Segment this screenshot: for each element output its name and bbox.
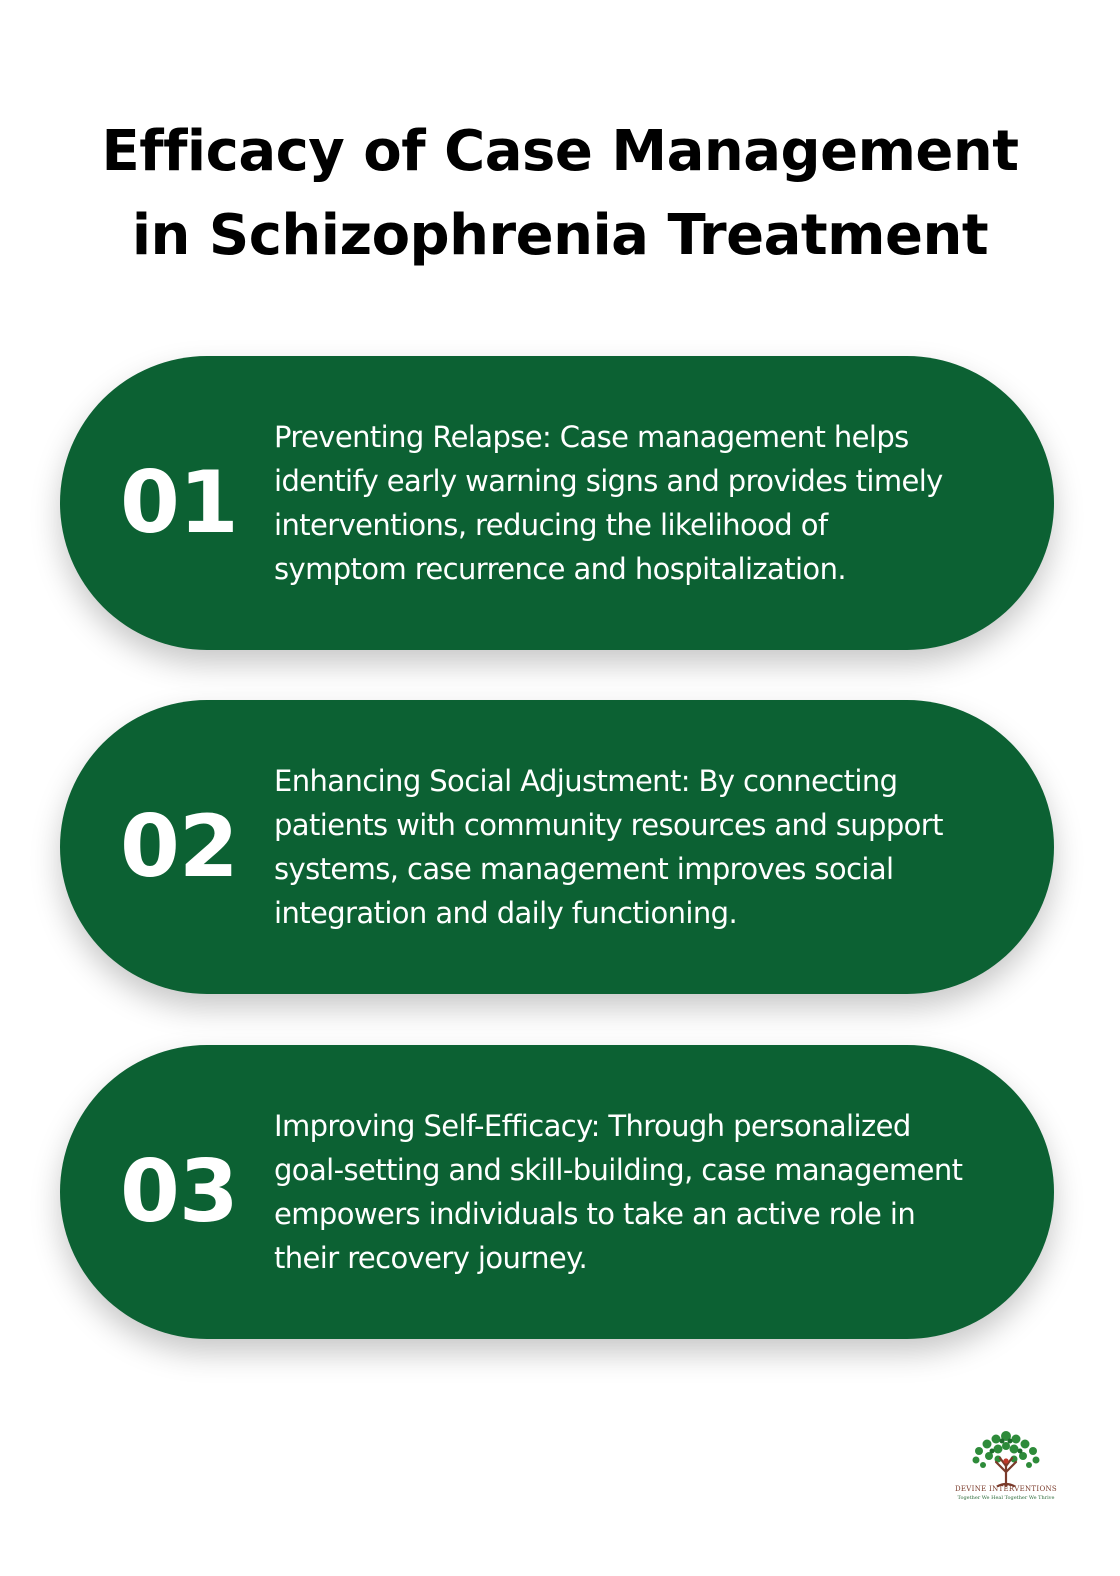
card-text-line: Enhancing Social Adjustment: By connecting <box>274 764 898 798</box>
card-text-line: Preventing Relapse: Case management helps <box>274 420 909 454</box>
card-number: 01 <box>120 453 238 553</box>
card-social-adjustment <box>60 700 1054 994</box>
card-text-line: patients with community resources and support <box>274 808 943 842</box>
card-description <box>274 356 1014 650</box>
card-description <box>274 1045 1014 1339</box>
card-number: 02 <box>120 797 238 897</box>
card-text-line: goal-setting and skill-building, case management <box>274 1153 963 1187</box>
page-title <box>0 110 1120 278</box>
logo-name: DEVINE INTERVENTIONS <box>954 1485 1058 1493</box>
card-text-line: interventions, reducing the likelihood of <box>274 508 828 542</box>
title-line-2: in Schizophrenia Treatment <box>131 203 989 268</box>
card-self-efficacy <box>60 1045 1054 1339</box>
title-line-1: Efficacy of Case Management <box>101 119 1019 184</box>
card-text-line: symptom recurrence and hospitalization. <box>274 552 846 586</box>
card-text-line: Improving Self-Efficacy: Through personalized <box>274 1109 911 1143</box>
card-text-line: empowers individuals to take an active role in <box>274 1197 916 1231</box>
card-text-line: their recovery journey. <box>274 1241 588 1275</box>
card-text-line: identify early warning signs and provides timely <box>274 464 943 498</box>
logo-tagline: Together We Heal Together We Thrive <box>957 1495 1055 1501</box>
card-text-line: systems, case management improves social <box>274 852 894 886</box>
card-description <box>274 700 1014 994</box>
card-number: 03 <box>120 1142 238 1242</box>
card-preventing-relapse <box>60 356 1054 650</box>
card-text-line: integration and daily functioning. <box>274 896 738 930</box>
